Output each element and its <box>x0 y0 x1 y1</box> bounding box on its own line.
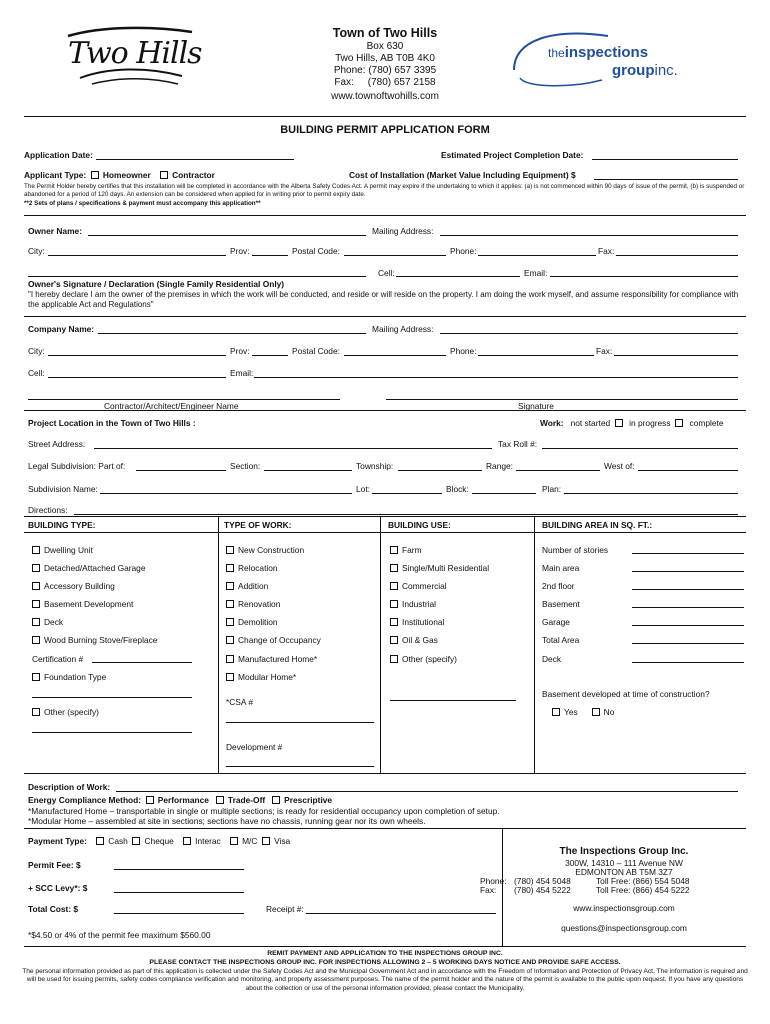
section-label: Section: <box>230 461 261 471</box>
area-basement-label: Basement <box>542 599 580 609</box>
footer-contact: PLEASE CONTACT THE INSPECTIONS GROUP INC. FOR INSPECTIONS ALLOWING 2 – 5 WORKING DAYS NOTICE AND PROVIDE SAFE ACCESS. <box>149 959 621 966</box>
contractor-checkbox[interactable] <box>160 171 168 179</box>
area-second-floor-label: 2nd floor <box>542 581 575 591</box>
use-farm: Farm <box>402 545 422 555</box>
building-area-heading: BUILDING AREA IN SQ. FT.: <box>542 520 653 530</box>
ig-contact-address2: EDMONTON AB T5M 3Z7 <box>575 867 673 877</box>
deck-checkbox[interactable] <box>32 618 40 626</box>
building-use-heading: BUILDING USE: <box>388 520 451 530</box>
ig-phone-label: Phone: <box>480 876 507 886</box>
town-fax-label: Fax: <box>334 77 354 88</box>
in-progress-label: in progress <box>629 418 671 428</box>
csa-label: *CSA # <box>226 697 254 707</box>
accessory-building-checkbox[interactable] <box>32 582 40 590</box>
basement-development-checkbox[interactable] <box>32 600 40 608</box>
use-oil-gas: Oil & Gas <box>402 635 438 645</box>
subdivision-name-label: Subdivision Name: <box>28 484 98 494</box>
basement-yes-checkbox[interactable] <box>552 708 560 716</box>
energy-compliance-label: Energy Compliance Method: <box>28 795 142 805</box>
use-residential: Single/Multi Residential <box>402 563 490 573</box>
basement-yes-label: Yes <box>564 707 578 717</box>
dwelling-unit-checkbox[interactable] <box>32 546 40 554</box>
project-location-label: Project Location in the Town of Two Hills : <box>28 418 196 428</box>
ig-tollfree-fax: Toll Free: (866) 454 5222 <box>596 885 690 895</box>
owner-prov-field[interactable] <box>252 255 288 256</box>
owner-name-field[interactable] <box>88 235 366 236</box>
area-main-field[interactable] <box>632 571 744 572</box>
foundation-type-checkbox[interactable] <box>32 673 40 681</box>
west-of-label: West of: <box>604 461 635 471</box>
industrial-checkbox[interactable] <box>390 600 398 608</box>
ig-logo-the: the <box>548 46 565 60</box>
relocation-checkbox[interactable] <box>226 564 234 572</box>
mc-checkbox[interactable] <box>230 837 238 845</box>
cash-label: Cash <box>108 836 128 846</box>
mc-label: M/C <box>242 836 258 846</box>
town-website[interactable]: www.townoftwohills.com <box>331 91 439 102</box>
company-phone-label: Phone: <box>450 346 477 356</box>
directions-field[interactable] <box>74 514 738 515</box>
company-fax-label: Fax: <box>596 346 613 356</box>
payment-type-label: Payment Type: <box>28 836 87 846</box>
total-cost-label: Total Cost: $ <box>28 904 79 914</box>
cost-label: Cost of Installation (Market Value Including Equipment) $ <box>349 170 576 180</box>
owner-signature-heading: Owner's Signature / Declaration (Single Family Residential Only) <box>28 279 285 289</box>
completion-date-label: Estimated Project Completion Date: <box>441 150 584 160</box>
lot-field[interactable] <box>372 493 442 494</box>
lot-label: Lot: <box>356 484 370 494</box>
type-of-work-heading: TYPE OF WORK: <box>224 520 292 530</box>
use-industrial: Industrial <box>402 599 436 609</box>
area-garage-field[interactable] <box>632 625 744 626</box>
west-of-field[interactable] <box>638 470 738 471</box>
basement-no-checkbox[interactable] <box>592 708 600 716</box>
area-total-field[interactable] <box>632 643 744 644</box>
in-progress-checkbox[interactable] <box>675 419 683 427</box>
modular-home-checkbox[interactable] <box>226 673 234 681</box>
area-total-label: Total Area <box>542 635 580 645</box>
ig-tollfree-phone: Toll Free: (866) 554 5048 <box>596 876 690 886</box>
work-modular-home: Modular Home* <box>238 672 297 682</box>
company-cell-field[interactable] <box>48 377 226 378</box>
area-deck-field[interactable] <box>632 662 744 663</box>
owner-phone-label: Phone: <box>450 246 477 256</box>
development-field[interactable] <box>226 766 374 767</box>
building-type-heading: BUILDING TYPE: <box>28 520 96 530</box>
scc-levy-label: + SCC Levy*: $ <box>28 883 88 893</box>
not-started-label: not started <box>570 418 611 428</box>
levy-note: *$4.50 or 4% of the permit fee maximum $560.00 <box>28 930 211 940</box>
new-construction-checkbox[interactable] <box>226 546 234 554</box>
owner-cell-field[interactable] <box>396 276 520 277</box>
town-box: Box 630 <box>366 41 404 52</box>
renovation-checkbox[interactable] <box>226 600 234 608</box>
certification-field[interactable] <box>92 662 192 663</box>
area-stories-field[interactable] <box>632 553 744 554</box>
plan-label: Plan: <box>542 484 562 494</box>
prescriptive-checkbox[interactable] <box>272 796 280 804</box>
performance-checkbox[interactable] <box>146 796 154 804</box>
cheque-checkbox[interactable] <box>132 837 140 845</box>
applicant-type-label: Applicant Type: <box>24 170 87 180</box>
foundation-type-field[interactable] <box>32 697 192 698</box>
institutional-checkbox[interactable] <box>390 618 398 626</box>
company-email-field[interactable] <box>254 377 738 378</box>
scc-levy-field[interactable] <box>114 892 244 893</box>
complete-label: complete <box>689 418 724 428</box>
company-mailing-label: Mailing Address: <box>372 324 434 334</box>
company-postal-label: Postal Code: <box>292 346 340 356</box>
owner-signature-field[interactable] <box>28 276 366 277</box>
block-label: Block: <box>446 484 469 494</box>
township-label: Township: <box>356 461 394 471</box>
company-phone-field[interactable] <box>478 355 594 356</box>
subdivision-name-field[interactable] <box>100 493 352 494</box>
foundation-type-label: Foundation Type <box>44 672 107 682</box>
area-stories-label: Number of stories <box>542 545 609 555</box>
permit-fee-field[interactable] <box>114 869 244 870</box>
range-label: Range: <box>486 461 514 471</box>
building-type-deck: Deck <box>44 617 64 627</box>
plans-note: **2 Sets of plans / specifications & payment must accompany this application** <box>24 200 261 207</box>
work-manufactured-home: Manufactured Home* <box>238 654 318 664</box>
cheque-label: Cheque <box>144 836 174 846</box>
tradeoff-checkbox[interactable] <box>216 796 224 804</box>
addition-checkbox[interactable] <box>226 582 234 590</box>
area-deck-label: Deck <box>542 654 562 664</box>
garage-checkbox[interactable] <box>32 564 40 572</box>
tax-roll-label: Tax Roll #: <box>498 439 538 449</box>
owner-email-field[interactable] <box>550 276 738 277</box>
residential-checkbox[interactable] <box>390 564 398 572</box>
other-use-checkbox[interactable] <box>390 655 398 663</box>
permit-fee-label: Permit Fee: $ <box>28 860 81 870</box>
homeowner-label: Homeowner <box>102 170 151 180</box>
legal-part-field[interactable] <box>136 470 226 471</box>
not-started-checkbox[interactable] <box>615 419 623 427</box>
building-type-garage: Detached/Attached Garage <box>44 563 146 573</box>
company-city-field[interactable] <box>48 355 226 356</box>
section-field[interactable] <box>264 470 352 471</box>
manufactured-note: *Manufactured Home – transportable in single or multiple sections; is ready for residential occupancy upon completion of setup. <box>28 806 500 816</box>
completion-date-field[interactable] <box>592 159 738 160</box>
owner-mailing-label: Mailing Address: <box>372 226 434 236</box>
ig-fax: (780) 454 5222 <box>514 885 571 895</box>
work-new-construction: New Construction <box>238 545 305 555</box>
company-mailing-field[interactable] <box>440 333 738 334</box>
owner-postal-field[interactable] <box>344 255 446 256</box>
change-of-occupancy-checkbox[interactable] <box>226 636 234 644</box>
contractor-label: Contractor <box>172 170 215 180</box>
other-building-type-field[interactable] <box>32 732 192 733</box>
town-phone-label: Phone: <box>333 65 366 76</box>
tradeoff-label: Trade-Off <box>227 795 266 805</box>
owner-prov-label: Prov: <box>230 246 250 256</box>
certification-label: Certification # <box>32 654 84 664</box>
receipt-field[interactable] <box>306 913 496 914</box>
owner-name-label: Owner Name: <box>28 226 82 236</box>
company-fax-field[interactable] <box>614 355 738 356</box>
development-label: Development # <box>226 742 283 752</box>
owner-cell-label: Cell: <box>378 268 395 278</box>
township-field[interactable] <box>398 470 482 471</box>
building-type-basement: Basement Development <box>44 599 134 609</box>
ig-fax-label: Fax: <box>480 885 497 895</box>
ig-contact-address1: 300W, 14310 – 111 Avenue NW <box>565 858 683 868</box>
interac-checkbox[interactable] <box>183 837 191 845</box>
application-date-label: Application Date: <box>24 150 93 160</box>
building-type-accessory: Accessory Building <box>44 581 115 591</box>
csa-field[interactable] <box>226 722 374 723</box>
town-fax: (780) 657 2158 <box>367 77 436 88</box>
town-name: Town of Two Hills <box>332 26 438 40</box>
farm-checkbox[interactable] <box>390 546 398 554</box>
cost-field[interactable] <box>594 179 738 180</box>
two-hills-logo <box>62 22 202 92</box>
other-building-type-checkbox[interactable] <box>32 708 40 716</box>
owner-phone-field[interactable] <box>478 255 596 256</box>
description-label: Description of Work: <box>28 782 111 792</box>
area-garage-label: Garage <box>542 617 570 627</box>
tax-roll-field[interactable] <box>542 448 738 449</box>
homeowner-checkbox[interactable] <box>91 171 99 179</box>
directions-label: Directions: <box>28 505 68 515</box>
modular-note: *Modular Home – assembled at site in sections; sections have no chassis, running gear nor its own wheels. <box>28 816 426 826</box>
area-second-floor-field[interactable] <box>632 589 744 590</box>
town-phone: (780) 657 3395 <box>368 65 437 76</box>
street-address-label: Street Address: <box>28 439 86 449</box>
plan-field[interactable] <box>564 493 738 494</box>
ig-logo-inc: inc. <box>654 62 678 79</box>
other-building-type-label: Other (specify) <box>44 707 99 717</box>
cash-checkbox[interactable] <box>96 837 104 845</box>
visa-checkbox[interactable] <box>262 837 270 845</box>
work-change-of-occupancy: Change of Occupancy <box>238 635 321 645</box>
description-field[interactable] <box>116 791 738 792</box>
work-demolition: Demolition <box>238 617 278 627</box>
company-city-label: City: <box>28 346 45 356</box>
ig-logo-group: group <box>612 62 655 79</box>
owner-email-label: Email: <box>524 268 548 278</box>
area-basement-field[interactable] <box>632 607 744 608</box>
total-cost-field[interactable] <box>114 913 244 914</box>
work-renovation: Renovation <box>238 599 281 609</box>
work-relocation: Relocation <box>238 563 278 573</box>
street-address-field[interactable] <box>94 448 492 449</box>
town-city: Two Hills, AB T0B 4K0 <box>335 53 435 64</box>
owner-declaration: "I hereby declare I am the owner of the premises in which the work will be conducted, and reside or will reside on the property. I am doing the work myself, and assume responsibility for compliance with the applicable Act and Regulations" <box>28 290 739 309</box>
contractor-name-field[interactable] <box>28 399 340 400</box>
use-institutional: Institutional <box>402 617 445 627</box>
owner-city-label: City: <box>28 246 45 256</box>
contractor-signature-field[interactable] <box>386 399 738 400</box>
owner-fax-field[interactable] <box>616 255 738 256</box>
owner-fax-label: Fax: <box>598 246 615 256</box>
use-commercial: Commercial <box>402 581 447 591</box>
building-type-dwelling-unit: Dwelling Unit <box>44 545 93 555</box>
other-use-field[interactable] <box>390 700 516 701</box>
wood-stove-checkbox[interactable] <box>32 636 40 644</box>
ig-phone: (780) 454 5048 <box>514 876 571 886</box>
area-main-label: Main area <box>542 563 580 573</box>
application-date-field[interactable] <box>96 159 294 160</box>
owner-mailing-field[interactable] <box>440 235 738 236</box>
company-postal-field[interactable] <box>344 355 446 356</box>
use-other: Other (specify) <box>402 654 457 664</box>
contractor-signature-caption: Signature <box>518 401 554 411</box>
ig-website[interactable]: www.inspectionsgroup.com <box>573 903 675 913</box>
range-field[interactable] <box>516 470 600 471</box>
permit-disclaimer: The Permit Holder hereby certifies that this installation will be completed in accordance with the Alberta Safety Codes Act. A permit may expire if the undertaking to which it applies: (a) is not commenced within 90 days of issue of the permit, (b) is suspended or abandoned for a period of 120 days. An extension can be considered when applied for in writing prior to permit expiry date. <box>24 183 745 198</box>
visa-label: Visa <box>274 836 291 846</box>
form-title: BUILDING PERMIT APPLICATION FORM <box>280 124 490 136</box>
manufactured-home-checkbox[interactable] <box>226 655 234 663</box>
owner-city-field[interactable] <box>48 255 226 256</box>
company-cell-label: Cell: <box>28 368 45 378</box>
commercial-checkbox[interactable] <box>390 582 398 590</box>
company-name-field[interactable] <box>98 333 366 334</box>
legal-subdivision-label: Legal Subdivision: Part of: <box>28 461 126 471</box>
company-email-label: Email: <box>230 368 254 378</box>
ig-logo-inspections: inspections <box>564 44 649 61</box>
owner-postal-label: Postal Code: <box>292 246 340 256</box>
work-addition: Addition <box>238 581 269 591</box>
oil-gas-checkbox[interactable] <box>390 636 398 644</box>
footer-remit: REMIT PAYMENT AND APPLICATION TO THE INSPECTIONS GROUP INC. <box>267 950 503 957</box>
contractor-name-caption: Contractor/Architect/Engineer Name <box>104 401 239 411</box>
basement-no-label: No <box>603 707 615 717</box>
company-prov-label: Prov: <box>230 346 250 356</box>
footer-privacy: The personal information provided as part of this application is collected under the Safety Codes Act and the Municipal Government Act and in accordance with the Freedom of Information and Protection of Privacy Act. The information is required and will be used for issuing permits, safety codes compliance verification and monitoring, and property assessment purposes. The name of the permit holder and the nature of the permit is available to the public upon request. If you have any questions about the collection or use of the personal information provided, please contact the Municipality. <box>22 968 748 992</box>
interac-label: Interac <box>195 836 221 846</box>
ig-email[interactable]: questions@inspectionsgroup.com <box>561 923 687 933</box>
block-field[interactable] <box>472 493 536 494</box>
work-status-label: Work: <box>540 418 564 428</box>
receipt-label: Receipt #: <box>266 904 304 914</box>
inspections-group-logo <box>512 30 712 90</box>
prescriptive-label: Prescriptive <box>284 795 333 805</box>
ig-contact-name: The Inspections Group Inc. <box>559 846 689 857</box>
two-hills-logo-text: Two Hills <box>68 36 202 71</box>
company-prov-field[interactable] <box>252 355 288 356</box>
building-type-wood-stove: Wood Burning Stove/Fireplace <box>44 635 158 645</box>
performance-label: Performance <box>157 795 209 805</box>
demolition-checkbox[interactable] <box>226 618 234 626</box>
basement-question: Basement developed at time of construction? <box>542 689 710 699</box>
company-name-label: Company Name: <box>28 324 95 334</box>
